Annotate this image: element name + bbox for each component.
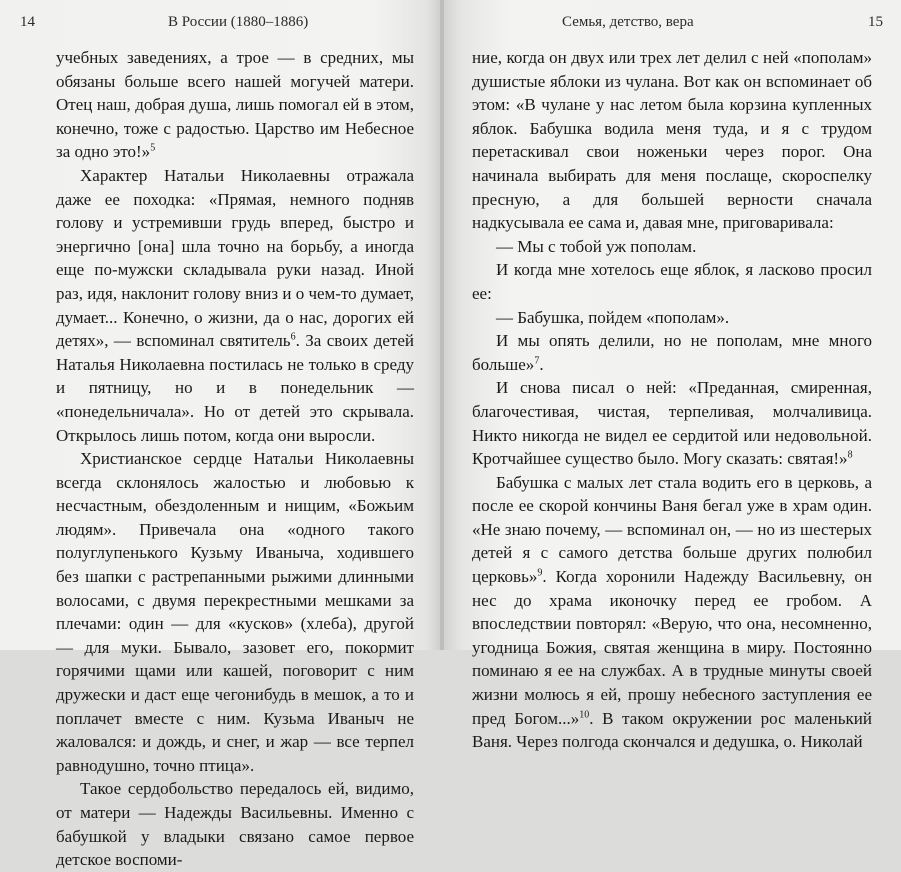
paragraph-text: .	[539, 354, 544, 374]
paragraph	[472, 235, 872, 259]
paragraph	[56, 164, 414, 447]
paragraph-text: Бабушка с малых лет стала водить его в церковь, а после ее скорой кончины Ваня бегал уже в храм один. «Не знаю почему, — вспоминал он, — но из шестерых детей я с самого детства больше других полюбил церковь»	[472, 472, 872, 587]
right-page	[444, 0, 901, 752]
paragraph	[472, 376, 872, 470]
footnote-marker: 6	[290, 331, 296, 343]
paragraph-text: . Когда хоронили Надежду Васильевну, он нес до храма иконочку перед ее гробом. А впоследствии повторял: «Верую, что она, несомненно, угодница Божия, святая женщина в миру. Постоянно поминаю я ее на службах. А в трудные минуты своей жизни молюсь я ей, прошу небесного заступления ее пред Богом...»	[472, 567, 872, 728]
footnote-marker: 5	[150, 142, 156, 154]
paragraph	[56, 777, 414, 871]
footnote-marker: 10	[579, 708, 590, 720]
paragraph-text: — Бабушка, пойдем «пополам».	[496, 307, 730, 327]
paragraph-text: И снова писал о ней: «Преданная, смиренная, благочестивая, чистая, терпеливая, молчаливица. Никто никогда не видел ее сердитой или недовольной. Кротчайшее существо было. Могу сказать: святая!»	[472, 378, 872, 469]
paragraph-text: Характер Натальи Николаевны отражала даже ее походка: «Прямая, немного подняв голову и устремивши грудь вперед, быстро и энергично [она] шла точно на борьбу, а иногда еще по-мужски складывала руки назад. Иной раз, идя, наклонит голову вниз и о чем-то думает, думает... Конечно, о жизни, да о нас, дорогих ей детях», — вспоминал святитель	[56, 165, 414, 351]
paragraph	[472, 471, 872, 754]
paragraph-text: И мы опять делили, но не пополам, мне много больше»	[472, 331, 872, 374]
paragraph-text: ние, когда он двух или трех лет делил с ней «пополам» душистые яблоки из чулана. Вот как он вспоминает об этом: «В чулане у нас летом была корзина купленных яблок. Бабушка водила меня туда, и я с трудом перетаскивал свои ноженьки через порог. Она начинала выбирать для меня послаще, скороспелку пресную, а для большей верности сначала надкусывала ее сама и, давая мне, приговаривала:	[472, 48, 872, 233]
paragraph	[472, 258, 872, 305]
right-page-number: 15	[868, 14, 883, 30]
left-page	[0, 0, 440, 870]
paragraph	[56, 46, 414, 164]
paragraph	[472, 46, 872, 235]
paragraph-text: И когда мне хотелось еще яблок, я ласково просил ее:	[472, 260, 872, 303]
paragraph-text: Христианское сердце Натальи Николаевны всегда склонялось жалостью и любовью к несчастным, обездоленным и нищим, «Божьим людям». Привечала она «одного такого полуглупенького Кузьму Иваныча, ходившего без шапки с растрепанными рыжими длинными волосами, с двумя перекрестными мешками за плечами: один — для «кусков» (хлеба), другой — для муки. Бывало, зазовет его, покормит горячими щами или кашей, поговорит с ним дружески и даст еще чегонибудь в мешок, а то и поплачет вместе с ним. Кузьма Иваныч не жаловался: и дождь, и снег, и жар — все терпел равнодушно, точно птица».	[56, 449, 414, 775]
footnote-marker: 7	[534, 355, 540, 367]
paragraph-text: . За своих детей Наталья Николаевна постилась не только в среду и пятницу, но и в понедельник — «понедельничала». Но от детей это скрывала. Открылось лишь потом, когда они выросли.	[56, 331, 414, 445]
right-page-text	[472, 46, 872, 754]
paragraph	[56, 447, 414, 777]
left-page-number: 14	[20, 14, 35, 30]
paragraph	[472, 329, 872, 376]
paragraph-text: Такое сердобольство передалось ей, видимо, от матери — Надежды Васильевны. Именно с бабушкой у владыки связано самое первое детское воспоми-	[56, 779, 414, 870]
paragraph	[472, 306, 872, 330]
paragraph-text: — Мы с тобой уж пополам.	[496, 236, 697, 256]
left-running-head: В России (1880–1886)	[168, 14, 309, 30]
left-page-text	[56, 46, 414, 872]
footnote-marker: 9	[537, 567, 543, 579]
paragraph-text: . В таком окружении рос маленький Ваня. Через полгода скончался и дедушка, о. Николай	[472, 708, 872, 752]
footnote-marker: 8	[847, 449, 853, 461]
paragraph-text: учебных заведениях, а трое — в средних, мы обязаны больше всего нашей могучей матери. Отец наш, добрая душа, лишь помогал ей в этом, конечно, тоже с радостью. Царство им Небесное за одно это!»	[56, 48, 414, 162]
right-running-head: Семья, детство, вера	[562, 14, 694, 30]
